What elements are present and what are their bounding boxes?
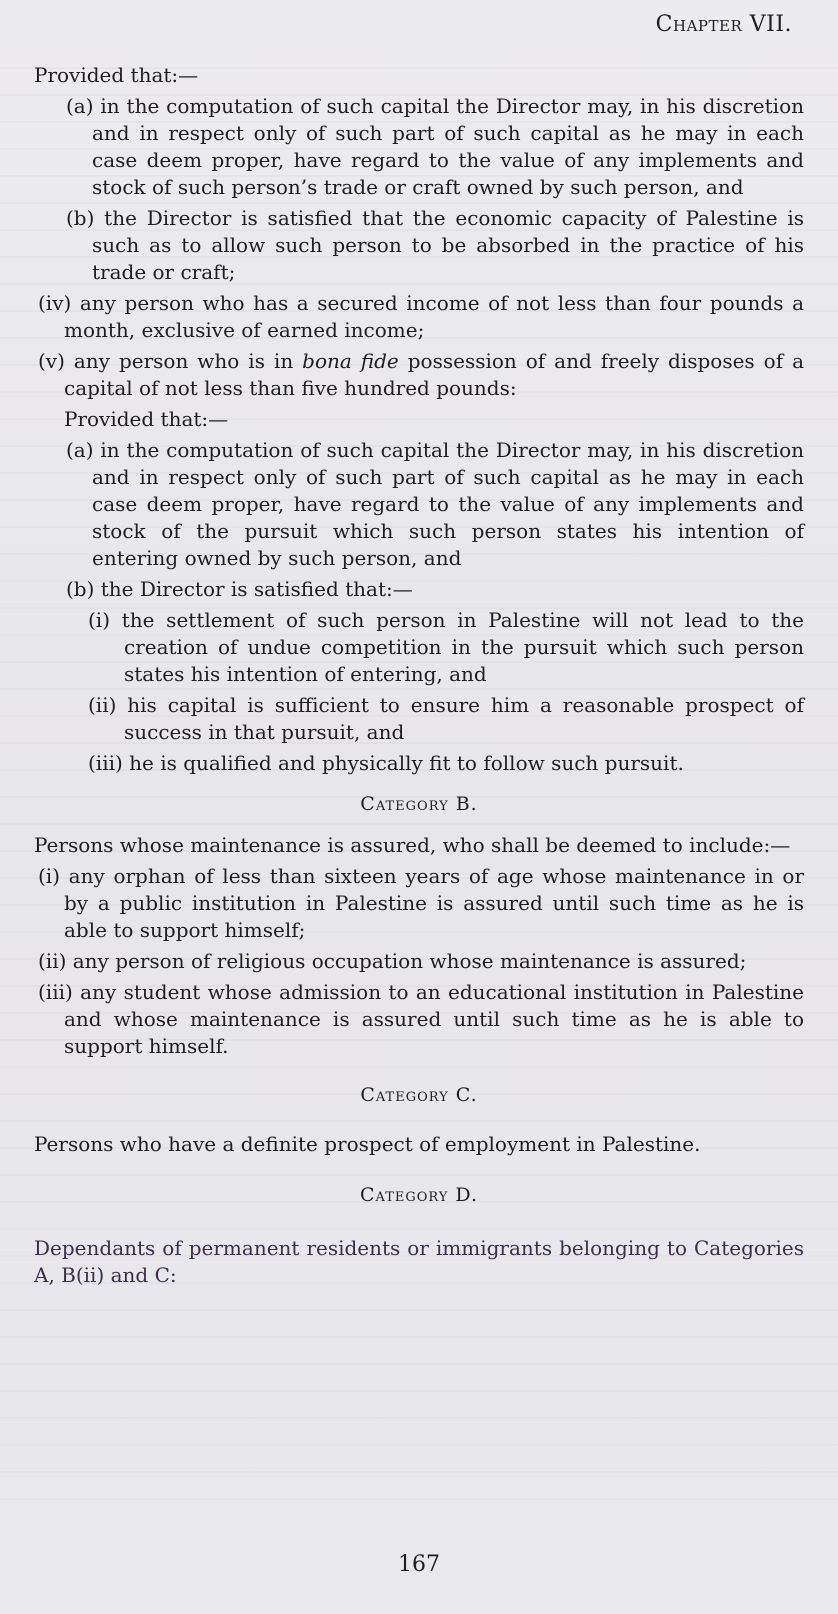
- category-b-heading: Category B.: [360, 793, 478, 815]
- clause-a-2: (a) in the computation of such capital the Director may, in his discretion and in respect only of such part of such capital as he may in each case deem proper, have regard to the value of any implements and stock of the pursuit which such person states his intention of entering owned by such person, and: [66, 438, 804, 570]
- category-b-item-iii: (iii) any student whose admission to an educational institution in Palestine and whose maintenance is assured until such time as he is able to support himself.: [38, 980, 804, 1058]
- sub-clause-i: (i) the settlement of such person in Palestine will not lead to the creation of undue competition in the pursuit which such person states his intention of entering, and: [88, 608, 804, 686]
- sub-clause-ii: (ii) his capital is sufficient to ensure him a reasonable prospect of success in that pursuit, and: [88, 693, 804, 744]
- category-c-text: Persons who have a definite prospect of employment in Palestine.: [34, 1132, 701, 1156]
- category-b-intro: Persons whose maintenance is assured, who shall be deemed to include:—: [34, 833, 791, 857]
- category-c-heading: Category C.: [360, 1084, 478, 1106]
- clause-v: [34, 348, 804, 402]
- category-b-item-ii: (ii) any person of religious occupation whose maintenance is assured;: [38, 949, 747, 973]
- sub-clause-iii: (iii) he is qualified and physically fit to follow such pursuit.: [88, 751, 684, 775]
- clause-v-prefix: (v) any person who is in: [38, 349, 303, 373]
- clause-v-italic: bona fide: [302, 349, 399, 373]
- clause-a-1: (a) in the computation of such capital the Director may, in his discretion and in respect only of such part of such capital as he may in each case deem proper, have regard to the value of any implements and stock of such person’s trade or craft owned by such person, and: [66, 94, 804, 199]
- clause-v-suffix: possession of and freely disposes of a capital of not less than five hundred pounds:: [64, 349, 804, 400]
- chapter-header: Chapter VII.: [655, 12, 792, 37]
- category-b-item-i: (i) any orphan of less than sixteen years of age whose maintenance in or by a public institution in Palestine is assured until such time as he is able to support himself;: [38, 864, 804, 942]
- clause-b-1: (b) the Director is satisfied that the economic capacity of Palestine is such as to allow such person to be absorbed in the practice of his trade or craft;: [66, 206, 804, 284]
- category-d-text: Dependants of permanent residents or immigrants belonging to Categories A, B(ii) and C:: [34, 1236, 804, 1287]
- category-d-heading: Category D.: [359, 1184, 479, 1206]
- clause-iv: (iv) any person who has a secured income of not less than four pounds a month, exclusive of earned income;: [38, 291, 804, 342]
- document-body: [34, 62, 804, 1293]
- page-number: 167: [398, 1552, 440, 1577]
- proviso-heading-1: Provided that:—: [34, 63, 199, 87]
- proviso-heading-2: Provided that:—: [64, 407, 229, 431]
- clause-b-2: (b) the Director is satisfied that:—: [66, 577, 413, 601]
